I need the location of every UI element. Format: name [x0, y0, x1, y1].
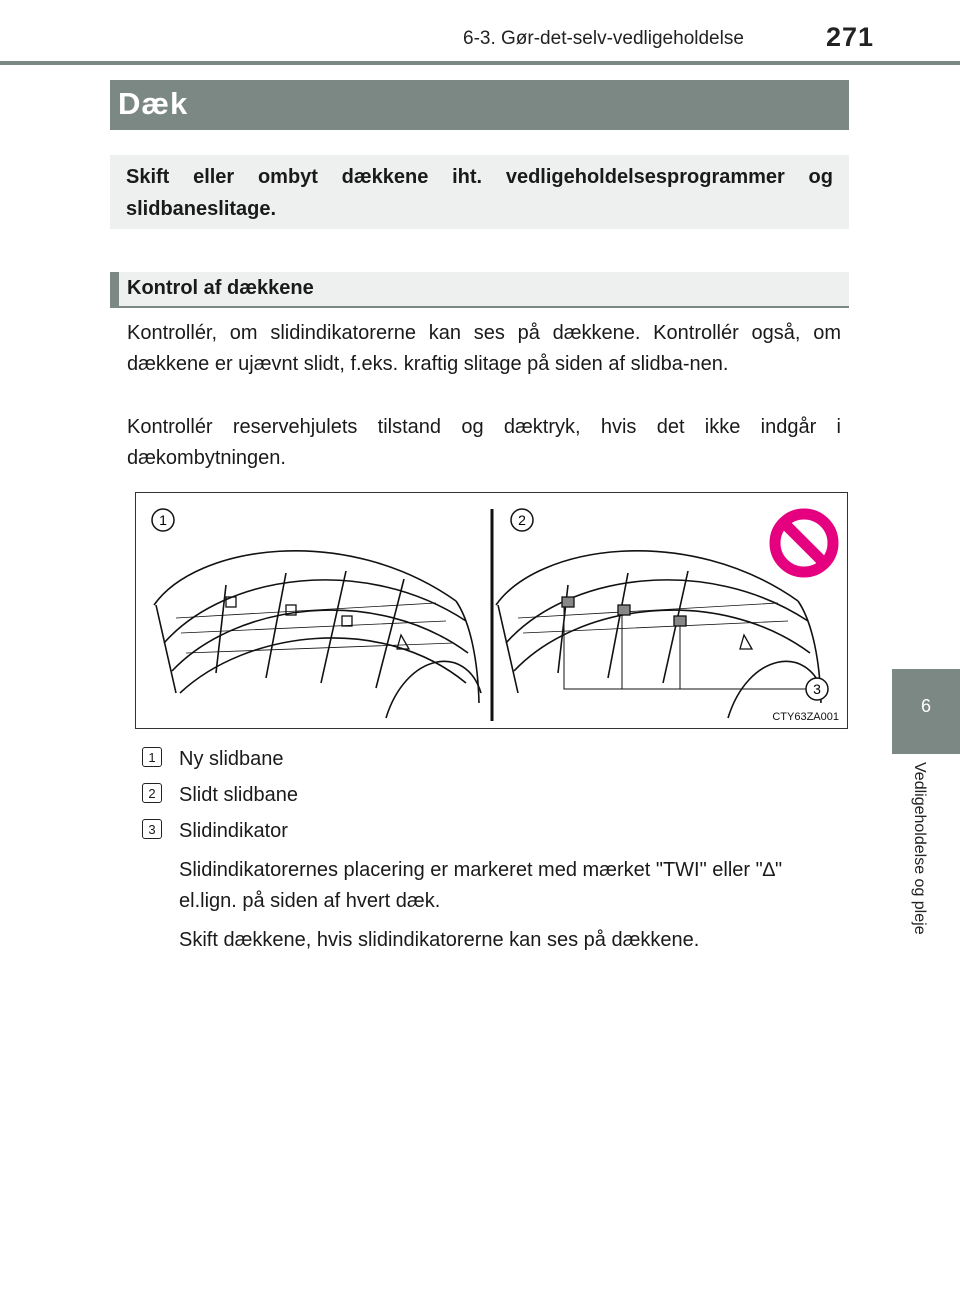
intro-box	[110, 155, 849, 229]
callout-3-number: 3	[813, 681, 821, 697]
title-bar	[110, 80, 849, 130]
body-paragraph: Kontrollér, om slidindikatorerne kan ses på dækkene. Kontrollér også, om dækkene er ujævnt slidt, f.eks. kraftig slitage på siden af slidba-nen.	[127, 322, 841, 375]
legend-label-1: Ny slidbane	[179, 748, 284, 770]
figure-code: CTY63ZA001	[772, 711, 839, 723]
legend-label-3: Slidindikator	[179, 820, 288, 842]
body-paragraph: Kontrollér reservehjulets tilstand og dæktryk, hvis det ikke indgår i dækombytningen.	[127, 416, 841, 469]
legend-item-1	[142, 748, 284, 776]
chapter-title-text: Vedligeholdelse og pleje	[911, 762, 928, 935]
new-tread-tire	[154, 551, 481, 718]
legend-number-3: 3	[142, 819, 162, 839]
legend-note-paragraph: Slidindikatorernes placering er markeret med mærket "TWI" eller "∆" el.lign. på siden af hvert dæk.	[179, 859, 783, 912]
header-rule	[0, 61, 960, 65]
callout-2-number: 2	[518, 512, 526, 528]
subheading-accent	[110, 272, 119, 308]
worn-tread-tire	[496, 551, 823, 718]
subheading-bar	[110, 272, 849, 308]
legend-number-2: 2	[142, 783, 162, 803]
prohibition-icon	[775, 514, 833, 572]
tire-illustration-svg	[136, 493, 849, 730]
page-title: Dæk	[118, 86, 189, 121]
chapter-side-title	[911, 762, 938, 982]
callout-3	[806, 678, 828, 700]
legend-item-3	[142, 820, 288, 848]
legend-note-paragraph: Skift dækkene, hvis slidindikatorerne kan ses på dækkene.	[179, 929, 700, 951]
chapter-number: 6	[920, 696, 931, 716]
intro-text: Skift eller ombyt dækkene iht. vedligeholdelsesprogrammer og slidbaneslitage.	[126, 166, 833, 220]
running-header-section: 6-3. Gør-det-selv-vedligeholdelse	[463, 28, 744, 49]
legend-number-1: 1	[142, 747, 162, 767]
legend-label-2: Slidt slidbane	[179, 784, 298, 806]
chapter-tab	[892, 669, 960, 754]
callout-1-number: 1	[159, 512, 167, 528]
tire-illustration	[135, 492, 848, 729]
page-number: 271	[826, 22, 875, 52]
callout-2	[511, 509, 533, 531]
callout-1	[152, 509, 174, 531]
subheading: Kontrol af dækkene	[127, 277, 314, 299]
legend-item-2	[142, 784, 298, 812]
